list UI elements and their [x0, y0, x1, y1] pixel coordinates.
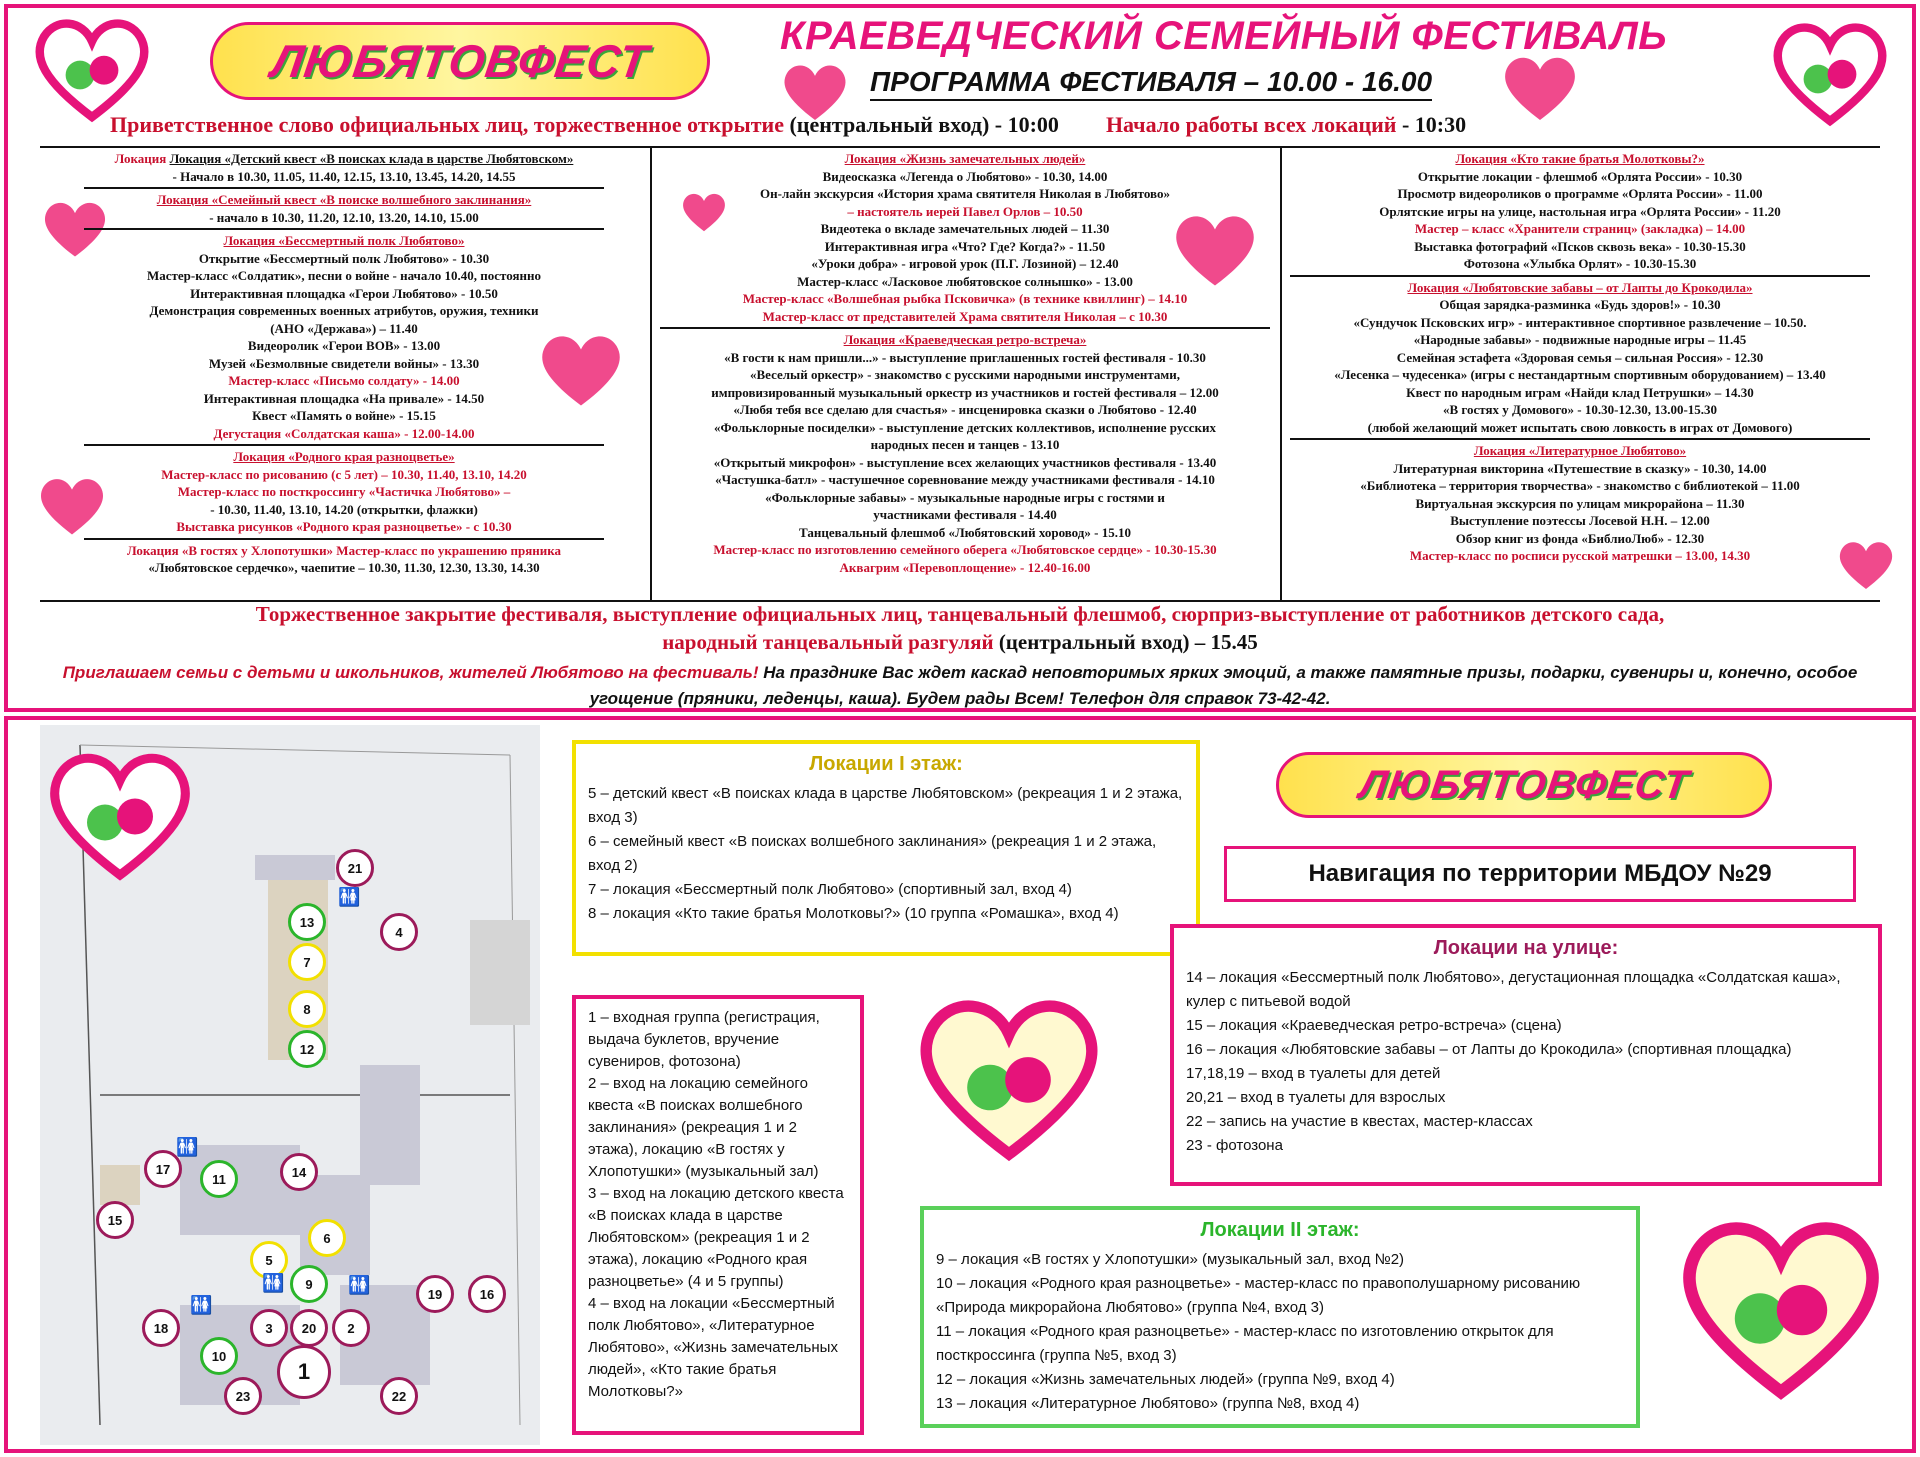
map-marker-7: 7: [288, 943, 326, 981]
map-marker-19: 19: [416, 1275, 454, 1313]
list-item: 11 – локация «Родного края разноцветье» - мастер-класс по изготовлению открыток для посткроссинга (группа №5, вход 3): [936, 1323, 1554, 1364]
divider: [650, 148, 652, 600]
list-item: 14 – локация «Бессмертный полк Любятово», дегустационная площадка «Солдатская каша», кулер с питьевой водой: [1186, 969, 1841, 1010]
map-marker-13: 13: [288, 903, 326, 941]
list-item: 8 – локация «Кто такие братья Молотковы?» (10 группа «Ромашка», вход 4): [588, 905, 1119, 922]
map-building: [180, 1145, 300, 1235]
map-marker-21: 21: [336, 849, 374, 887]
heart-icon: [1500, 52, 1580, 124]
list-item: 20,21 – вход в туалеты для взрослых: [1186, 1089, 1446, 1106]
map-marker-4: 4: [380, 913, 418, 951]
outdoor-locations: [1170, 924, 1882, 1186]
map-marker-22: 22: [380, 1377, 418, 1415]
heart-icon: [32, 14, 152, 124]
territory-map: [40, 725, 540, 1445]
list-item: 9 – локация «В гостях у Хлопотушки» (музыкальный зал, вход №2): [936, 1251, 1405, 1268]
list-item: 6 – семейный квест «В поисках волшебного заклинания» (рекреация 1 и 2 этажа, вход 2): [588, 833, 1157, 874]
map-marker-12: 12: [288, 1030, 326, 1068]
list-item: 13 – локация «Литературное Любятово» (группа №8, вход 4): [936, 1395, 1360, 1412]
map-marker-3: 3: [250, 1309, 288, 1347]
toilet-icon: 🚻: [338, 887, 361, 908]
toilet-icon: 🚻: [348, 1275, 371, 1296]
list-item: 23 - фотозона: [1186, 1137, 1283, 1154]
festival-logo: ЛЮБЯТОВФЕСТ: [1276, 752, 1772, 818]
list-item: 17,18,19 – вход в туалеты для детей: [1186, 1065, 1441, 1082]
list-item: 22 – запись на участие в квестах, мастер-классах: [1186, 1113, 1533, 1130]
map-marker-10: 10: [200, 1337, 238, 1375]
closing-text: Торжественное закрытие фестиваля, выступление официальных лиц, танцевальный флешмоб, сюрприз-выступление от работников детского сада, народный танцевальный разгуляй (центральный вход) – 15.45: [255, 602, 1665, 654]
map-marker-11: 11: [200, 1160, 238, 1198]
map-marker-16: 16: [468, 1275, 506, 1313]
toilet-icon: 🚻: [262, 1273, 285, 1294]
map-marker-2: 2: [332, 1309, 370, 1347]
floor2-title: Локации II этаж:: [1200, 1219, 1360, 1241]
list-item: 1 – входная группа (регистрация, выдача буклетов, вручение сувениров, фотозона): [588, 1009, 820, 1070]
list-item: 3 – вход на локацию детского квеста «В поисках клада в царстве Любятовском» (рекреация 1 и 2 этажа), локацию «Родного края разноцветье» (4 и 5 группы): [588, 1185, 844, 1290]
list-item: 12 – локация «Жизнь замечательных людей» (группа №9, вход 4): [936, 1371, 1395, 1388]
floor1-locations: [572, 740, 1200, 956]
map-building: [360, 1065, 420, 1185]
map-marker-6: 6: [308, 1219, 346, 1257]
map-marker-14: 14: [280, 1153, 318, 1191]
outdoor-title: Локации на улице:: [1433, 937, 1619, 959]
toilet-icon: 🚻: [190, 1295, 213, 1316]
map-marker-18: 18: [142, 1309, 180, 1347]
heart-icon: [45, 745, 195, 885]
divider: [1280, 148, 1282, 600]
map-marker-23: 23: [224, 1377, 262, 1415]
program-middle-column: Локация «Жизнь замечательных людей» Видеосказка «Легенда о Любятово» - 10.30, 14.00 Он-лайн экскурсия «История храма святителя Николая в Любятово» – настоятель иерей Павел Орлов – 10.50 Видеотека о вкладе замечательных людей – 11.30 Интерактивная игра «Что? Где? Когда?» - 11.50 «Уроки добра» - игровой урок (П.Г. Лозиной) – 12.40 Мастер-класс «Ласковое любятовское солнышко» - 13.00 Мастер-класс «Волшебная рыбка Псковичка» (в технике квиллинг) – 14.10 Мастер-класс от представителей Храма святителя Николая – с 10.30 Локация «Краеведческая ретро-встреча» «В гости к нам пришли...» - выступление приглашенных гостей фестиваля - 10.30 «Веселый оркестр» - знакомство с русскими народными инструментами, импровизированный музыкальный оркестр из участников и гостей фестиваля – 12.00 «Любя тебя все сделаю для счастья» - инсценировка сказки о Любятово - 12.40 «Фольклорные посиделки» - выступление детских коллективов, исполнение русских народных песен и танцев - 13.10 «Открытый микрофон» - выступление всех желающих участников фестиваля - 13.40 «Частушка-батл» - частушечное соревнование между участниками фестиваля - 14.10 «Фольклорные забавы» - музыкальные народные игры с гостями и участниками фестиваля - 14.40 Танцевальный флешмоб «Любятовский хоровод» - 15.10 Мастер-класс по изготовлению семейного оберега «Любятовское сердце» - 10.30-15.30 Аквагрим «Перевоплощение» - 12.40-16.00: [660, 150, 1270, 576]
list-item: 15 – локация «Краеведческая ретро-встреча» (сцена): [1186, 1017, 1562, 1034]
invitation-text: Приглашаем семьи с детьми и школьников, жителей Любятово на фестиваль! На празднике Вас ждет каскад неповторимых ярких эмоций, а также памятные призы, подарки, сувениры и, конечно, особое угощение (пряники, леденцы, каша). Будем рады Всем! Телефон для справок 73-42-42.: [62, 663, 1858, 708]
map-building: [100, 1165, 140, 1205]
map-building: [470, 920, 530, 1025]
navigation-title: Навигация по территории МБДОУ №29: [1224, 846, 1856, 902]
map-marker-1: 1: [277, 1345, 331, 1399]
divider: [40, 146, 1880, 148]
heart-icon: [1676, 1210, 1886, 1406]
heart-icon: [1770, 18, 1890, 128]
list-item: 7 – локация «Бессмертный полк Любятово» (спортивный зал, вход 4): [588, 881, 1072, 898]
map-marker-9: 9: [290, 1265, 328, 1303]
map-marker-15: 15: [96, 1201, 134, 1239]
heart-icon: [914, 990, 1104, 1166]
map-marker-8: 8: [288, 990, 326, 1028]
map-building: [255, 855, 335, 880]
toilet-icon: 🚻: [176, 1137, 199, 1158]
list-item: 4 – вход на локации «Бессмертный полк Любятово», «Литературное Любятово», «Жизнь замечательных людей», «Кто такие братья Молотковы?»: [588, 1295, 838, 1400]
map-marker-20: 20: [290, 1309, 328, 1347]
floor1-title: Локации I этаж:: [809, 753, 963, 775]
opening-line: Приветственное слово официальных лиц, торжественное открытие (центральный вход) - 10:00 Начало работы всех локаций - 10:30: [110, 112, 1467, 137]
festival-logo: ЛЮБЯТОВФЕСТ: [210, 22, 710, 100]
list-item: 5 – детский квест «В поисках клада в царстве Любятовском» (рекреация 1 и 2 этажа, вход 3): [588, 785, 1183, 826]
festival-title: КРАЕВЕДЧЕСКИЙ СЕМЕЙНЫЙ ФЕСТИВАЛЬ: [780, 14, 1668, 58]
program-title: ПРОГРАММА ФЕСТИВАЛЯ – 10.00 - 16.00: [870, 66, 1433, 97]
floor2-locations: [920, 1206, 1640, 1428]
list-item: 16 – локация «Любятовские забавы – от Лапты до Крокодила» (спортивная площадка): [1186, 1041, 1792, 1058]
list-item: 10 – локация «Родного края разноцветье» - мастер-класс по правополушарному рисованию «Природа микрорайона Любятово» (группа №4, вход 3): [936, 1275, 1581, 1316]
program-right-column: Локация «Кто такие братья Молотковы?» Открытие локации - флешмоб «Орлята России» - 10.30 Просмотр видеороликов о программе «Орлята России» - 11.00 Орлятские игры на улице, настольная игра «Орлята России» - 11.20 Мастер – класс «Хранители страниц» (закладка) – 14.00 Выставка фотографий «Псков сквозь века» - 10.30-15.30 Фотозона «Улыбка Орлят» - 10.30-15.30 Локация «Любятовские забавы – от Лапты до Крокодила» Общая зарядка-разминка «Будь здоров!» - 10.30 «Сундучок Псковских игр» - интерактивное спортивное развлечение – 10.50. «Народные забавы» - подвижные народные игры – 11.45 Семейная эстафета «Здоровая семья – сильная Россия» - 12.30 «Лесенка – чудесенка» (игры с нестандартным спортивным оборудованием) – 13.40 Квест по народным играм «Найди клад Петрушки» – 14.30 «В гостях у Домового» - 10.30-12.30, 13.00-15.30 (любой желающий может испытать свою ловкость в играх от Домового) Локация «Литературное Любятово» Литературная викторина «Путешествие в сказку» - 10.30, 14.00 «Библиотека – территория творчества» - знакомство с библиотекой – 11.00 Виртуальная экскурсия по улицам микрорайона – 11.30 Выступление поэтессы Лосевой Н.Н. – 12.00 Обзор книг из фонда «БиблиоЛюб» - 12.30 Мастер-класс по росписи русской матрешки – 13.00, 14.30: [1290, 150, 1870, 565]
entrances-list: [572, 995, 864, 1435]
map-marker-17: 17: [144, 1150, 182, 1188]
program-left-column: Локация Локация «Детский квест «В поисках клада в царстве Любятовском» - Начало в 10.30, 11.05, 11.40, 12.15, 13.10, 13.45, 14.20, 14.55 Локация «Семейный квест «В поиске волшебного заклинания» - начало в 10.30, 11.20, 12.10, 13.20, 14.10, 15.00 Локация «Бессмертный полк Любятово» Открытие «Бессмертный полк Любятово» - 10.30 Мастер-класс «Солдатик», песни о войне - начало 10.40, постоянно Интерактивная площадка «Герои Любятово» - 10.50 Демонстрация современных военных атрибутов, оружия, техники (АНО «Держава») – 11.40 Видеоролик «Герои ВОВ» - 13.00 Музей «Безмолвные свидетели войны» - 13.30 Мастер-класс «Письмо солдату» - 14.00 Интерактивная площадка «На привале» - 14.50 Квест «Память о войне» - 15.15 Дегустация «Солдатская каша» - 12.00-14.00 Локация «Родного края разноцветье» Мастер-класс по рисованию (с 5 лет) – 10.30, 11.40, 13.10, 14.20 Мастер-класс по посткроссингу «Частичка Любятово» – - 10.30, 11.40, 13.10, 14.20 (открытки, флажки) Выставка рисунков «Родного края разноцветье» - с 10.30 Локация «В гостях у Хлопотушки» Мастер-класс по украшению пряника «Любятовское сердечко», чаепитие – 10.30, 11.30, 12.30, 13.30, 14.30: [84, 150, 604, 577]
list-item: 2 – вход на локацию семейного квеста «В поисках волшебного заклинания» (рекреация 1 и 2 этажа), локацию «В гостях у Хлопотушки» (музыкальный зал): [588, 1075, 819, 1180]
map-marker-5: 5: [250, 1241, 288, 1279]
